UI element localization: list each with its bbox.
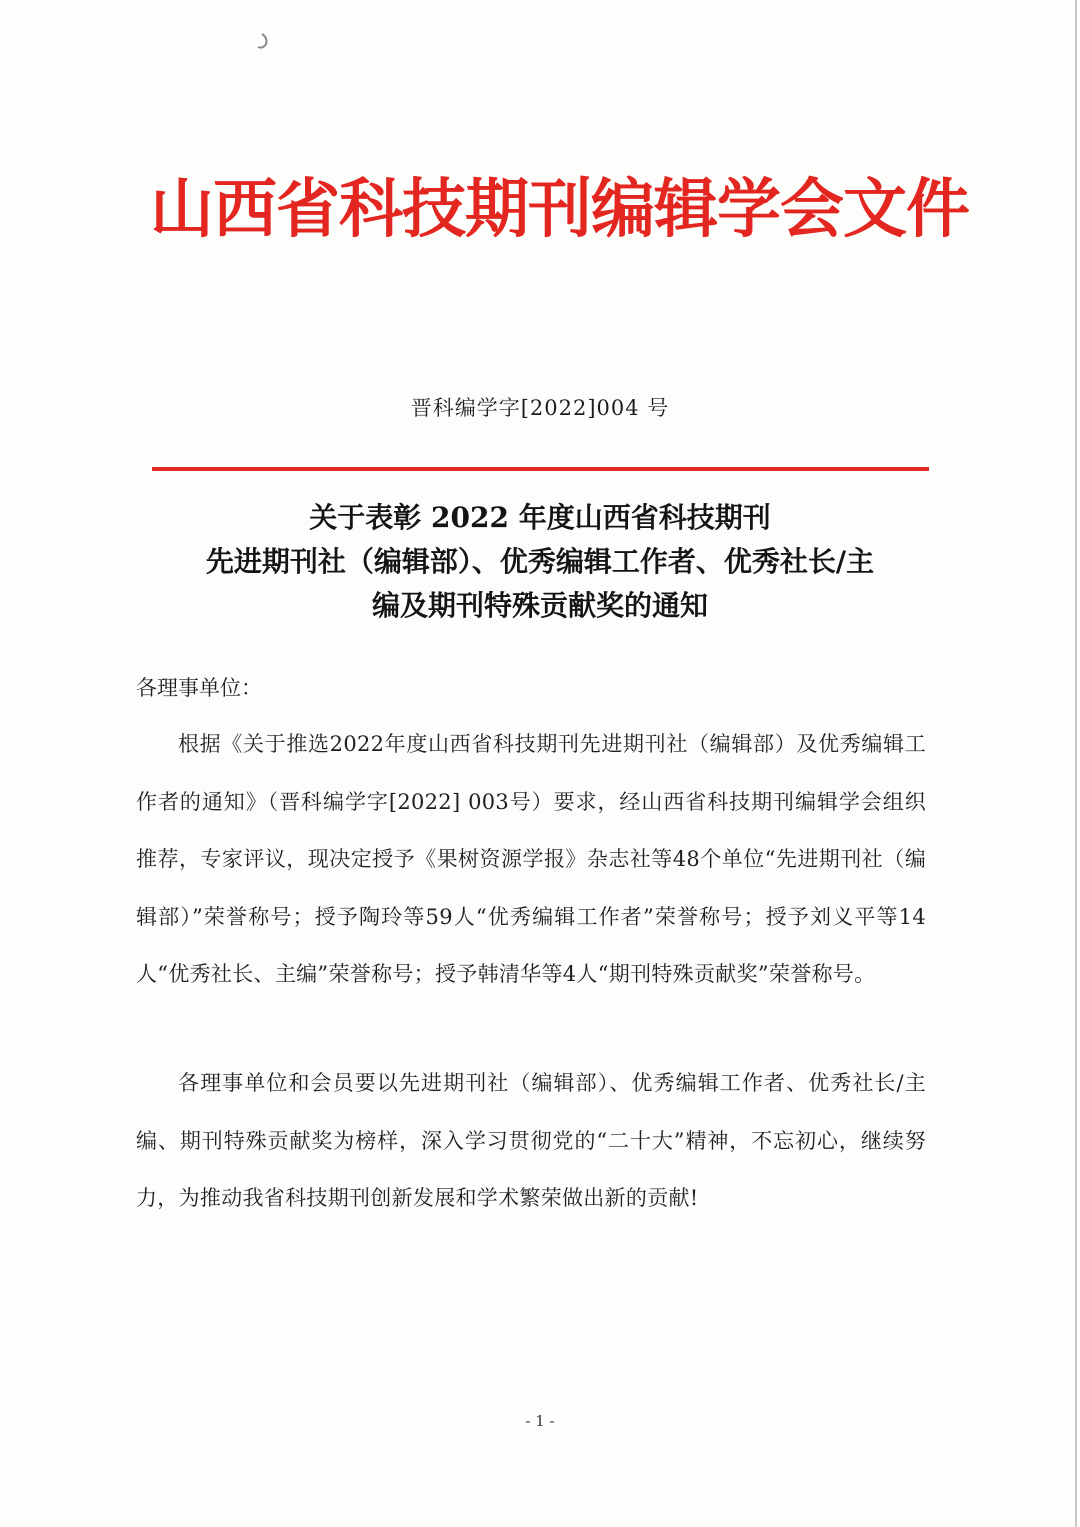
salutation: 各理事单位： (136, 676, 262, 700)
document-masthead: 山西省科技期刊编辑学会文件 (150, 173, 969, 247)
body-paragraph-1: 根据《关于推选2022年度山西省科技期刊先进期刊社（编辑部）及优秀编辑工作者的通知》（晋科编学字[2022] 003号）要求，经山西省科技期刊编辑学会组织推荐，专家评议，现决定授予《果树资源学报》杂志社等48个单位“先进期刊社（编辑部）”荣誉称号；授予陶玲等59人“优秀编辑工作者”荣誉称号；授予刘义平等14人“优秀社长、主编”荣誉称号；授予韩清华等4人“期刊特殊贡献奖”荣誉称号。 (136, 732, 926, 986)
title-line-2: 先进期刊社（编辑部）、优秀编辑工作者、优秀社长/主 (205, 545, 875, 578)
notice-title (120, 496, 960, 628)
title-line-3: 编及期刊特殊贡献奖的通知 (371, 589, 708, 622)
body-paragraph-2: 各理事单位和会员要以先进期刊社（编辑部）、优秀编辑工作者、优秀社长/主编、期刊特殊贡献奖为榜样，深入学习贯彻党的“二十大”精神，不忘初心，继续努力，为推动我省科技期刊创新发展和学术繁荣做出新的贡献! (136, 1071, 926, 1210)
title-line-1: 关于表彰 2022 年度山西省科技期刊 (309, 501, 771, 534)
page-number: - 1 - (525, 1412, 555, 1430)
red-divider-line (152, 467, 929, 471)
document-number: 晋科编学字[2022]004 号 (410, 396, 670, 420)
